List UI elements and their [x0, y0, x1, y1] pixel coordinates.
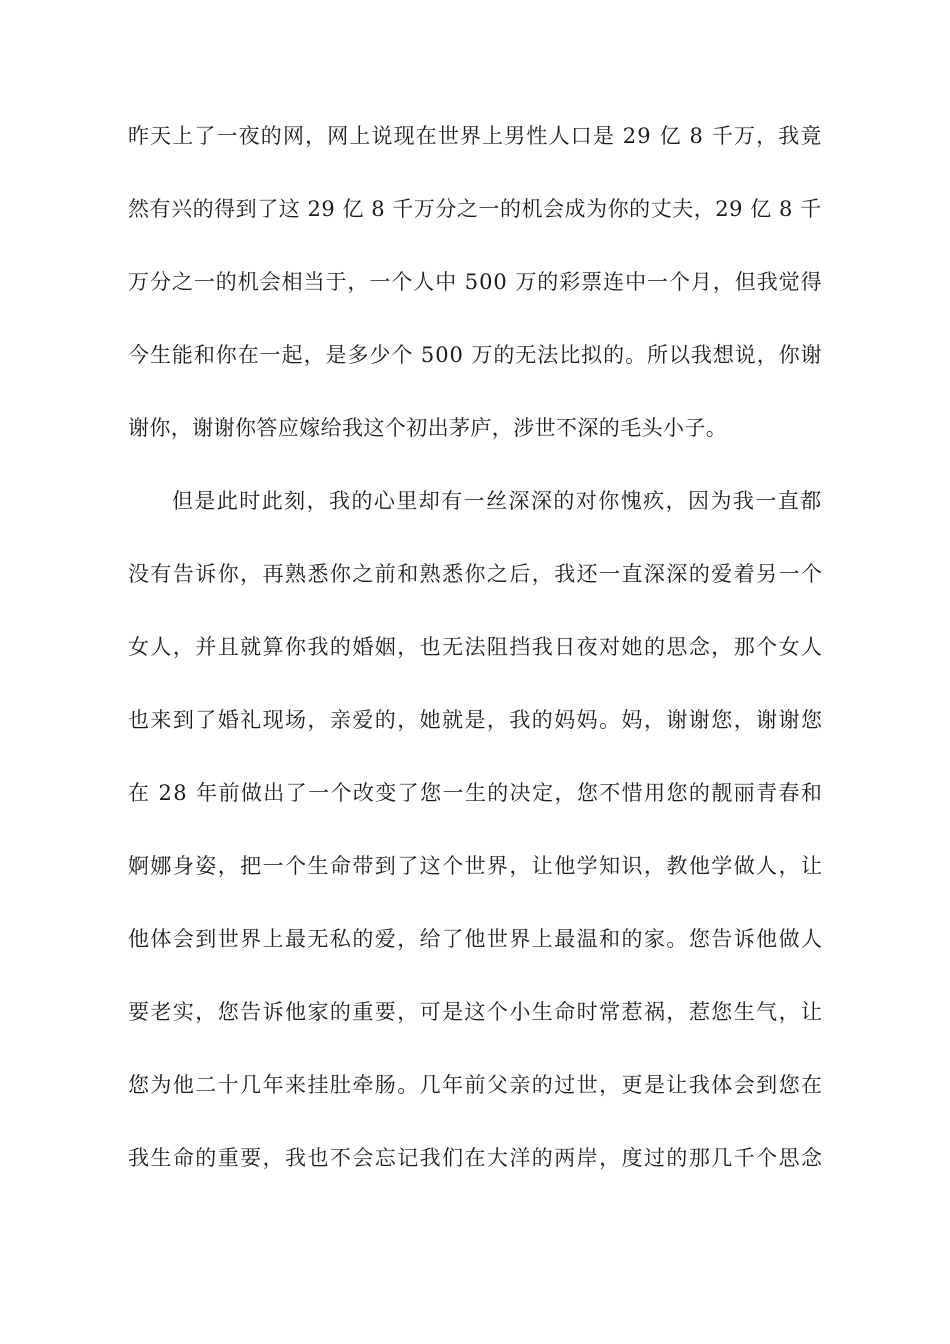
paragraph-1-line-1: 昨天上了一夜的网，网上说现在世界上男性人口是 29 亿 8 千万，我竟: [128, 124, 823, 148]
paragraph-1-line-3: 万分之一的机会相当于，一个人中 500 万的彩票连中一个月，但我觉得: [128, 270, 823, 294]
paragraph-2-line-3: 女人，并且就算你我的婚姻，也无法阻挡我日夜对她的思念，那个女人: [128, 635, 824, 659]
paragraph-2-line-5: 在 28 年前做出了一个改变了您一生的决定，您不惜用您的靓丽青春和: [128, 781, 824, 805]
paragraph-2-line-6: 婀娜身姿，把一个生命带到了这个世界，让他学知识，教他学做人，让: [128, 854, 824, 878]
paragraph-1-line-4: 今生能和你在一起，是多少个 500 万的无法比拟的。所以我想说，你谢: [128, 343, 823, 367]
paragraph-2-line-8: 要老实，您告诉他家的重要，可是这个小生命时常惹祸，惹您生气，让: [128, 1000, 824, 1024]
paragraph-2-line-7: 他体会到世界上最无私的爱，给了他世界上最温和的家。您告诉他做人: [128, 927, 824, 951]
paragraph-2-line-10: 我生命的重要，我也不会忘记我们在大洋的两岸，度过的那几千个思念: [128, 1146, 824, 1170]
paragraph-2-line-1: 但是此时此刻，我的心里却有一丝深深的对你愧疚，因为我一直都: [172, 489, 823, 513]
paragraph-2-line-2: 没有告诉你，再熟悉你之前和熟悉你之后，我还一直深深的爱着另一个: [128, 562, 824, 586]
paragraph-1-line-5: 谢你，谢谢你答应嫁给我这个初出茅庐，涉世不深的毛头小子。: [128, 416, 728, 440]
paragraph-2-line-9: 您为他二十几年来挂肚牵肠。几年前父亲的过世，更是让我体会到您在: [128, 1073, 824, 1097]
paragraph-2-line-4: 也来到了婚礼现场，亲爱的，她就是，我的妈妈。妈，谢谢您，谢谢您: [128, 708, 824, 732]
paragraph-1-line-2: 然有兴的得到了这 29 亿 8 千万分之一的机会成为你的丈夫，29 亿 8 千: [128, 197, 822, 221]
